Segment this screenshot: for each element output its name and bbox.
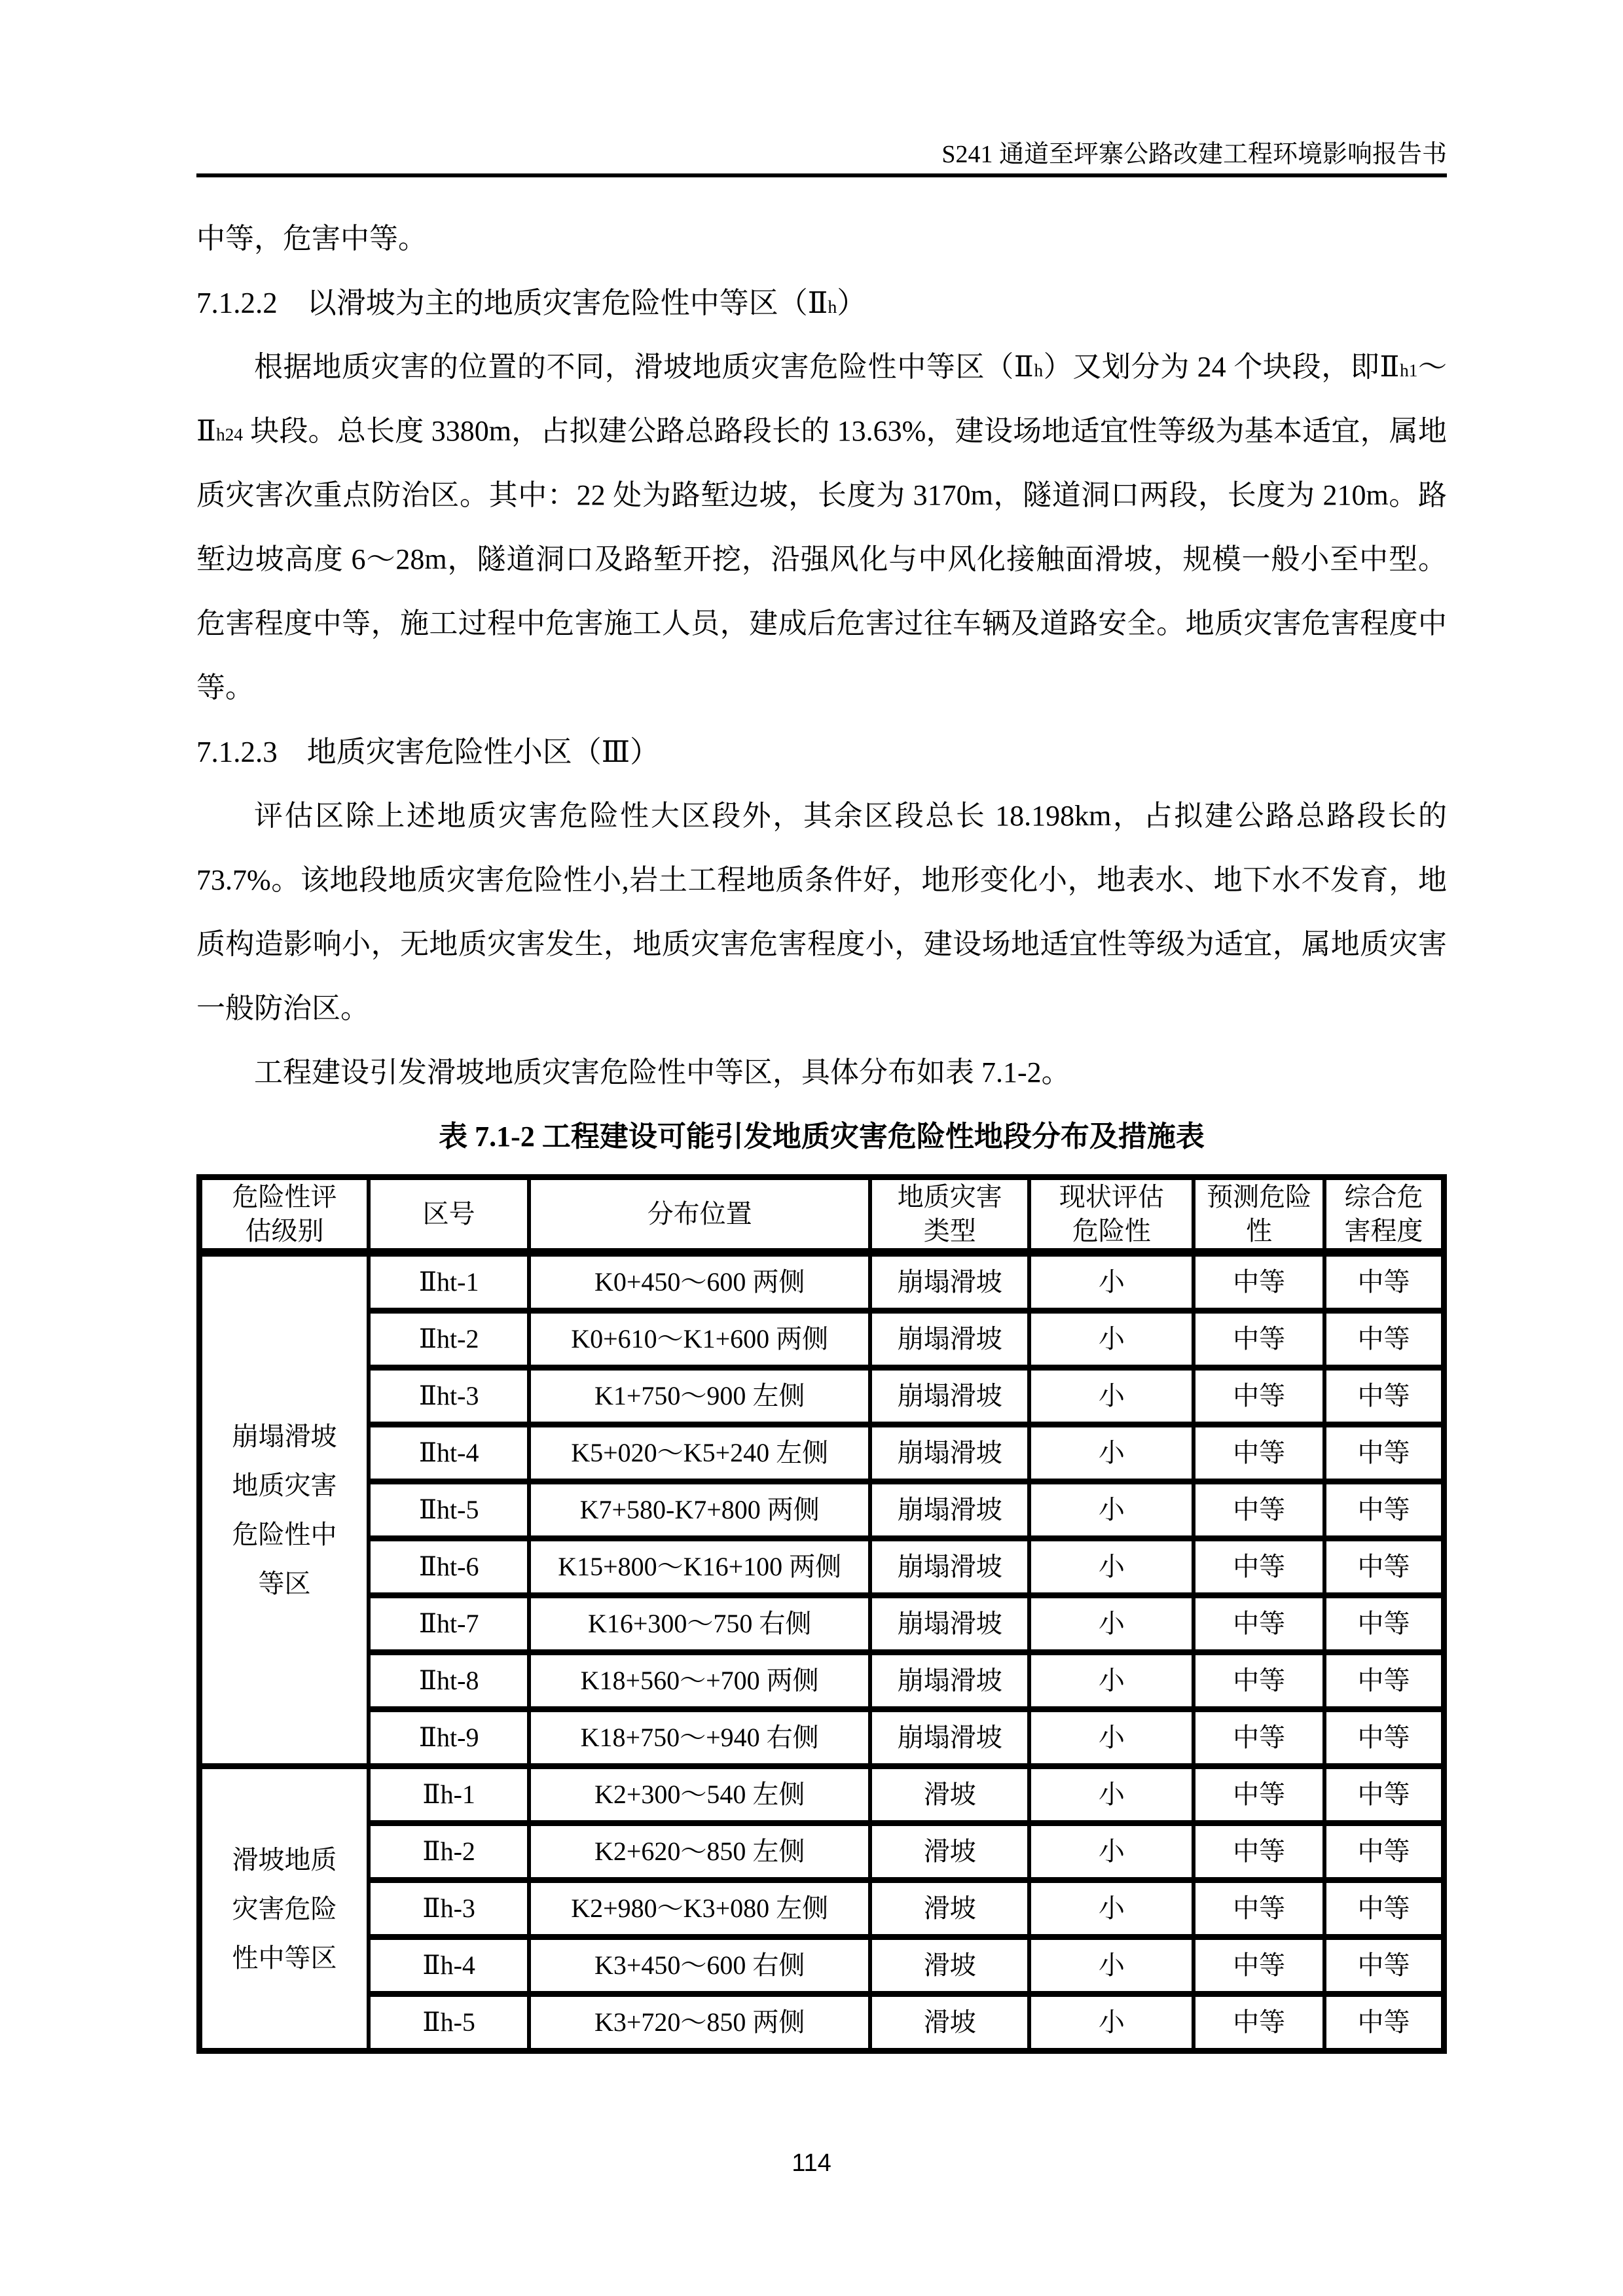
table-row: [200, 1177, 1444, 1253]
table-cell: 崩塌滑坡: [870, 1710, 1029, 1767]
table-cell: 小: [1029, 1823, 1194, 1880]
table-body: [200, 1253, 1444, 2051]
table-cell: 小: [1029, 1482, 1194, 1539]
page-number: 114: [792, 2149, 831, 2177]
table-cell: Ⅱh-4: [369, 1937, 529, 1994]
table-row: [200, 1368, 1444, 1425]
table-cell: K5+020～K5+240 左侧: [529, 1425, 870, 1482]
table-title: [196, 1105, 1447, 1169]
table-cell: 中等: [1324, 1937, 1444, 1994]
table-cell: 崩塌滑坡: [870, 1311, 1029, 1368]
table-cell: Ⅱht-4: [369, 1425, 529, 1482]
table-cell: 小: [1029, 1994, 1194, 2051]
table-cell: 中等: [1194, 1425, 1324, 1482]
table-cell: 崩塌滑坡: [870, 1596, 1029, 1653]
table-cell: 小: [1029, 1253, 1194, 1311]
column-header: 分布位置: [529, 1177, 870, 1253]
table-cell: Ⅱht-5: [369, 1482, 529, 1539]
heading: [196, 271, 1447, 335]
table-cell: 滑坡: [870, 1767, 1029, 1823]
table-cell: 中等: [1324, 1880, 1444, 1937]
paragraph: [196, 335, 1447, 720]
text-run: 根据地质灾害的位置的不同，滑坡地质灾害危险性中等区（Ⅱ: [254, 351, 1034, 383]
text-run: 工程建设引发滑坡地质灾害危险性中等区，具体分布如表 7.1-2。: [254, 1056, 1070, 1088]
table-cell: 中等: [1324, 1482, 1444, 1539]
table-cell: 中等: [1194, 1311, 1324, 1368]
table-row: [200, 1937, 1444, 1994]
table-cell: Ⅱht-8: [369, 1653, 529, 1710]
column-header: 危险性评 估级别: [200, 1177, 369, 1253]
table-cell: K2+620～850 左侧: [529, 1823, 870, 1880]
table-row: [200, 1653, 1444, 1710]
table-cell: K18+750～+940 右侧: [529, 1710, 870, 1767]
text-run-sup: 24: [225, 425, 244, 444]
table-cell: 小: [1029, 1368, 1194, 1425]
table-row: [200, 1880, 1444, 1937]
column-header: 综合危 害程度: [1324, 1177, 1444, 1253]
text-run: 块段。总长度 3380m，占拟建公路总路段长的 13.63%，建设场地适宜性等级为基本适宜，属地质灾害次重点防治区。其中：22 处为路堑边坡，长度为 3170m，隧道洞口两段，长度为 210m。路堑边坡高度 6～28m，隧道洞口及路堑开挖，沿强风化与中风化接触面滑坡，规模一般小至中型。危害程度中等，施工过程中危害施工人员，建成后危害过往车辆及道路安全。地质灾害危害程度中等。: [196, 415, 1448, 704]
table-cell: 中等: [1324, 1994, 1444, 2051]
table-cell: 小: [1029, 1937, 1194, 1994]
table-cell: 中等: [1324, 1767, 1444, 1823]
table-cell: 小: [1029, 1425, 1194, 1482]
table-cell: 滑坡: [870, 1880, 1029, 1937]
table-cell: 小: [1029, 1311, 1194, 1368]
text-blocks: [196, 207, 1447, 1169]
table-cell: 中等: [1194, 1767, 1324, 1823]
text-run: ）又划分为 24 个块段，即Ⅱ: [1043, 351, 1400, 383]
table-cell: 中等: [1194, 1482, 1324, 1539]
heading: [196, 720, 1447, 784]
column-header: 区号: [369, 1177, 529, 1253]
table-cell: K7+580-K7+800 两侧: [529, 1482, 870, 1539]
page-header: [196, 0, 1447, 177]
table-cell: Ⅱht-3: [369, 1368, 529, 1425]
table-cell: 崩塌滑坡: [870, 1482, 1029, 1539]
table-cell: Ⅱht-9: [369, 1710, 529, 1767]
table-cell: 中等: [1324, 1596, 1444, 1653]
document-content: [196, 207, 1447, 2054]
table-cell: K18+560～+700 两侧: [529, 1653, 870, 1710]
table-row: [200, 1311, 1444, 1368]
text-run: 7.1.2.2 以滑坡为主的地质灾害危险性中等区（Ⅱ: [196, 287, 828, 319]
text-run-sup: 1: [1408, 361, 1418, 380]
table-cell: 中等: [1194, 1596, 1324, 1653]
table-cell: Ⅱh-3: [369, 1880, 529, 1937]
column-header: 地质灾害 类型: [870, 1177, 1029, 1253]
text-run: 7.1.2.3 地质灾害危险性小区（Ⅲ）: [196, 736, 660, 768]
table-cell: K0+610～K1+600 两侧: [529, 1311, 870, 1368]
table-row: [200, 1710, 1444, 1767]
table-cell: 中等: [1194, 1994, 1324, 2051]
text-run: ）: [837, 287, 867, 319]
table-cell: 崩塌滑坡: [870, 1425, 1029, 1482]
table-cell: Ⅱht-7: [369, 1596, 529, 1653]
table-cell: 中等: [1194, 1368, 1324, 1425]
table-cell: 滑坡: [870, 1823, 1029, 1880]
table-cell: K1+750～900 左侧: [529, 1368, 870, 1425]
paragraph: [196, 1041, 1447, 1105]
text-run: ～Ⅱ: [196, 351, 1448, 447]
table-cell: K15+800～K16+100 两侧: [529, 1539, 870, 1596]
table-cell: 小: [1029, 1767, 1194, 1823]
table-row: [200, 1253, 1444, 1311]
table-cell: 小: [1029, 1710, 1194, 1767]
table-cell: K2+300～540 左侧: [529, 1767, 870, 1823]
table-cell: 小: [1029, 1596, 1194, 1653]
report-title: S241 通道至坪寨公路改建工程环境影响报告书: [941, 141, 1447, 168]
table-row: [200, 1596, 1444, 1653]
table-cell: 崩塌滑坡: [870, 1368, 1029, 1425]
table-cell: 中等: [1194, 1253, 1324, 1311]
table-cell: 中等: [1324, 1425, 1444, 1482]
text-run-sub: h: [216, 425, 225, 444]
table-cell: Ⅱh-5: [369, 1994, 529, 2051]
table-cell: 小: [1029, 1880, 1194, 1937]
table-cell: 中等: [1194, 1880, 1324, 1937]
table-cell: 中等: [1194, 1823, 1324, 1880]
table-cell: 中等: [1194, 1937, 1324, 1994]
table-cell: Ⅱht-2: [369, 1311, 529, 1368]
table-cell: 崩塌滑坡: [870, 1253, 1029, 1311]
table-cell: 中等: [1324, 1823, 1444, 1880]
table-cell: 中等: [1194, 1710, 1324, 1767]
hazard-distribution-table: [196, 1174, 1447, 2054]
text-run: 表 7.1-2 工程建设可能引发地质灾害危险性地段分布及措施表: [439, 1121, 1205, 1153]
table-cell: K3+450～600 右侧: [529, 1937, 870, 1994]
table-header-row: [200, 1177, 1444, 1253]
table-cell: 中等: [1324, 1710, 1444, 1767]
paragraph: [196, 207, 1447, 271]
text-run-sub: h: [828, 297, 837, 317]
table-cell: 中等: [1324, 1653, 1444, 1710]
table-cell: K2+980～K3+080 左侧: [529, 1880, 870, 1937]
table-cell: 中等: [1324, 1539, 1444, 1596]
table-row: [200, 1539, 1444, 1596]
column-header: 现状评估 危险性: [1029, 1177, 1194, 1253]
table-cell: 小: [1029, 1653, 1194, 1710]
text-run: 评估区除上述地质灾害危险性大区段外，其余区段总长 18.198km，占拟建公路总路段长的 73.7%。该地段地质灾害危险性小,岩土工程地质条件好，地形变化小，地表水、地下水不发育，地质构造影响小，无地质灾害发生，地质灾害危害程度小，建设场地适宜性等级为适宜，属地质灾害一般防治区。: [196, 800, 1447, 1024]
text-run-sub: h: [1400, 361, 1409, 380]
table-row: [200, 1994, 1444, 2051]
table-cell: 中等: [1194, 1539, 1324, 1596]
table-row: [200, 1767, 1444, 1823]
group-label-cell: 滑坡地质 灾害危险 性中等区: [200, 1767, 369, 2051]
table-row: [200, 1482, 1444, 1539]
table-cell: 中等: [1324, 1311, 1444, 1368]
text-run: 中等，危害中等。: [196, 223, 427, 255]
table-cell: Ⅱht-1: [369, 1253, 529, 1311]
table-cell: 滑坡: [870, 1994, 1029, 2051]
table-cell: 中等: [1324, 1368, 1444, 1425]
text-run-sub: h: [1034, 361, 1044, 380]
table-row: [200, 1823, 1444, 1880]
table-cell: 小: [1029, 1539, 1194, 1596]
table-cell: 崩塌滑坡: [870, 1653, 1029, 1710]
group-label-cell: 崩塌滑坡 地质灾害 危险性中 等区: [200, 1253, 369, 1767]
table-cell: Ⅱh-1: [369, 1767, 529, 1823]
table-row: [200, 1425, 1444, 1482]
table-cell: 崩塌滑坡: [870, 1539, 1029, 1596]
table-cell: K0+450～600 两侧: [529, 1253, 870, 1311]
table-cell: 滑坡: [870, 1937, 1029, 1994]
table-cell: 中等: [1194, 1653, 1324, 1710]
table-cell: K16+300～750 右侧: [529, 1596, 870, 1653]
table-cell: Ⅱht-6: [369, 1539, 529, 1596]
paragraph: [196, 784, 1447, 1041]
table-cell: K3+720～850 两侧: [529, 1994, 870, 2051]
table-cell: Ⅱh-2: [369, 1823, 529, 1880]
table-cell: 中等: [1324, 1253, 1444, 1311]
column-header: 预测危险 性: [1194, 1177, 1324, 1253]
